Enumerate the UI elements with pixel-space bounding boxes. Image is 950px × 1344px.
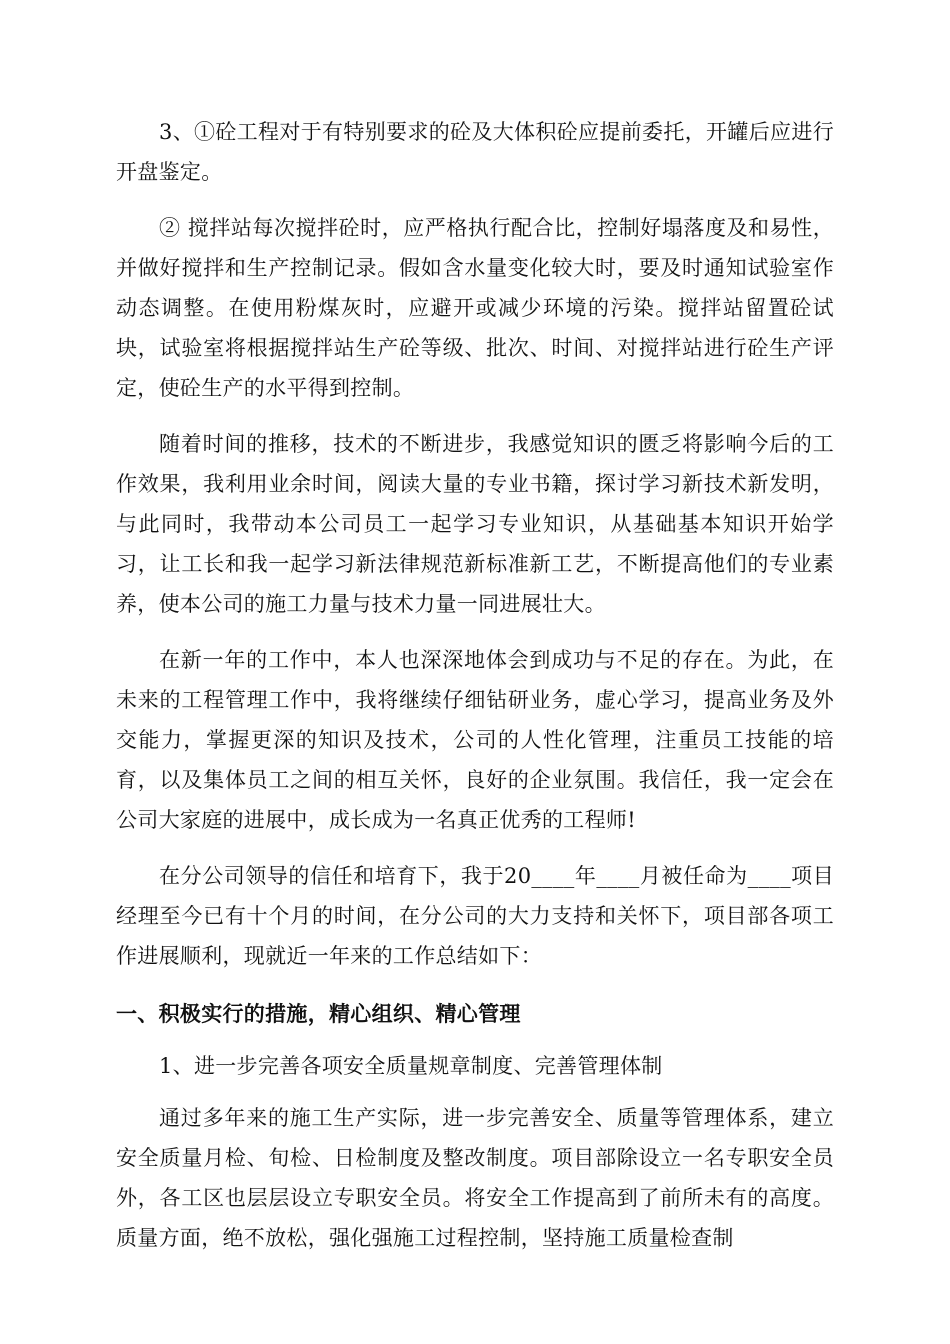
paragraph-new-year: 在新一年的工作中，本人也深深地体会到成功与不足的存在。为此，在未来的工程管理工作中，我将继续仔细钻研业务，虚心学习，提高业务及外交能力，掌握更深的知识及技术，公司的人性化管理，注重员工技能的培育，以及集体员工之间的相互关怀，良好的企业氛围。我信任，我一定会在公司大家庭的进展中，成长成为一名真正优秀的工程师!: [116, 648, 834, 832]
document-body: [116, 112, 834, 1274]
subsection-heading: 1、进一步完善各项安全质量规章制度、完善管理体制: [159, 1054, 663, 1078]
paragraph-learning: 随着时间的推移，技术的不断进步，我感觉知识的匮乏将影响今后的工作效果，我利用业余时间，阅读大量的专业书籍，探讨学习新技术新发明，与此同时，我带动本公司员工一起学习专业知识，从基础基本知识开始学习，让工长和我一起学习新法律规范新标准新工艺，不断提高他们的专业素养，使本公司的施工力量与技术力量一同进展壮大。: [116, 432, 834, 616]
paragraph-concrete-entrust: 3、①砼工程对于有特别要求的砼及大体积砼应提前委托，开罐后应进行开盘鉴定。: [116, 120, 834, 184]
paragraph-mixing-station: ② 搅拌站每次搅拌砼时，应严格执行配合比，控制好塌落度及和易性，并做好搅拌和生产控制记录。假如含水量变化较大时，要及时通知试验室作动态调整。在使用粉煤灰时，应避开或减少环境的污染。搅拌站留置砼试块，试验室将根据搅拌站生产砼等级、批次、时间、对搅拌站进行砼生产评定，使砼生产的水平得到控制。: [116, 216, 834, 400]
section-heading: 一、积极实行的措施，精心组织、精心管理: [116, 1001, 521, 1026]
paragraph-safety-quality: 通过多年来的施工生产实际，进一步完善安全、质量等管理体系，建立安全质量月检、旬检、日检制度及整改制度。项目部除设立一名专职安全员外，各工区也层层设立专职安全员。将安全工作提高到了前所未有的高度。质量方面，绝不放松，强化强施工过程控制，坚持施工质量检查制: [116, 1106, 834, 1250]
paragraph-appointment: 在分公司领导的信任和培育下，我于20____年____月被任命为____项目经理至今已有十个月的时间，在分公司的大力支持和关怀下，项目部各项工作进展顺利，现就近一年来的工作总结如下：: [116, 864, 834, 968]
